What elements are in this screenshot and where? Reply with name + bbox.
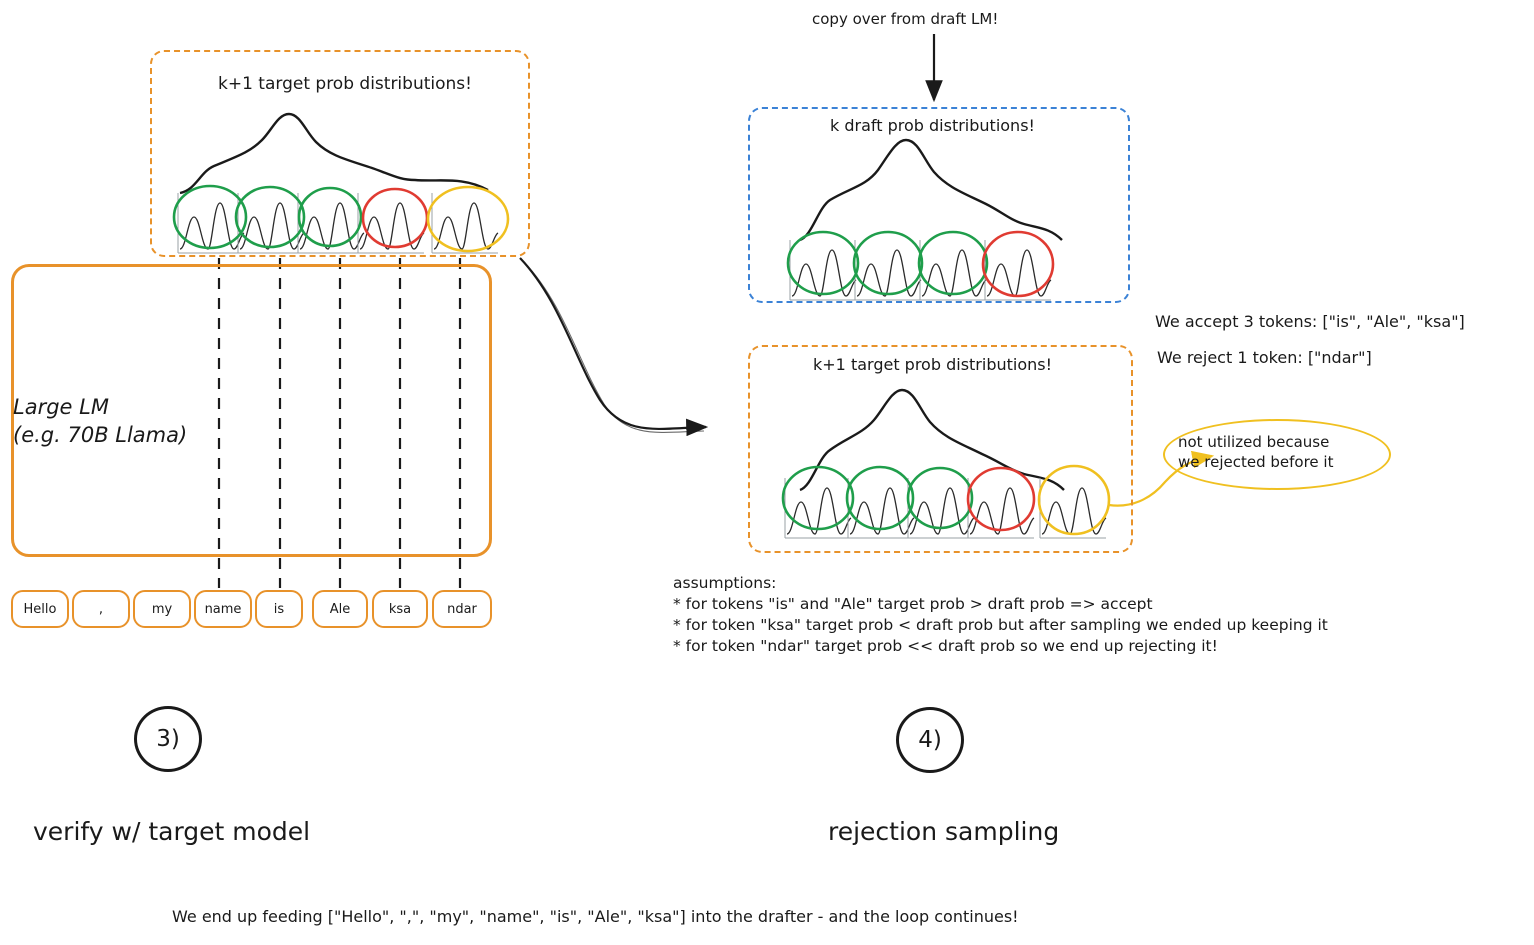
assumption-item: * for tokens "is" and "Ale" target prob > draft prob => accept bbox=[673, 594, 1153, 613]
step-3-caption: verify w/ target model bbox=[33, 817, 311, 846]
large-lm-label bbox=[13, 393, 187, 450]
not-utilized-line1: not utilized because bbox=[1178, 433, 1330, 451]
target-distributions-box-right bbox=[748, 345, 1133, 553]
token-chip: , bbox=[72, 590, 130, 628]
large-lm-label-line1: Large LM bbox=[13, 395, 109, 419]
token-chip: my bbox=[133, 590, 191, 628]
token-chip: Hello bbox=[11, 590, 69, 628]
copy-over-note: copy over from draft LM! bbox=[812, 10, 999, 28]
not-utilized-line2: we rejected before it bbox=[1178, 453, 1334, 472]
assumptions-title: assumptions: bbox=[673, 574, 777, 592]
rejected-tokens-text: We reject 1 token: ["ndar"] bbox=[1157, 348, 1372, 367]
step-4-badge: 4) bbox=[896, 707, 964, 773]
accepted-tokens-text: We accept 3 tokens: ["is", "Ale", "ksa"] bbox=[1155, 312, 1465, 331]
token-chip: Ale bbox=[312, 590, 368, 628]
assumptions-block bbox=[673, 573, 1328, 657]
assumption-item: * for token "ndar" target prob << draft prob so we end up rejecting it! bbox=[673, 636, 1218, 655]
token-chip: name bbox=[194, 590, 252, 628]
token-chip: is bbox=[255, 590, 303, 628]
step-3-badge: 3) bbox=[134, 706, 202, 772]
step-4-caption: rejection sampling bbox=[828, 817, 1060, 846]
token-chip: ndar bbox=[432, 590, 492, 628]
token-chip: ksa bbox=[372, 590, 428, 628]
target-distributions-label-right: k+1 target prob distributions! bbox=[813, 355, 1053, 374]
draft-distributions-label: k draft prob distributions! bbox=[830, 116, 1035, 135]
target-distributions-label-left: k+1 target prob distributions! bbox=[218, 74, 472, 94]
not-utilized-callout-text bbox=[1178, 432, 1333, 473]
assumption-item: * for token "ksa" target prob < draft prob but after sampling we ended up keeping it bbox=[673, 615, 1328, 634]
footer-note: We end up feeding ["Hello", ",", "my", "name", "is", "Ale", "ksa"] into the drafter - and the loop continues! bbox=[172, 907, 1019, 926]
large-lm-label-line2: (e.g. 70B Llama) bbox=[13, 423, 188, 448]
